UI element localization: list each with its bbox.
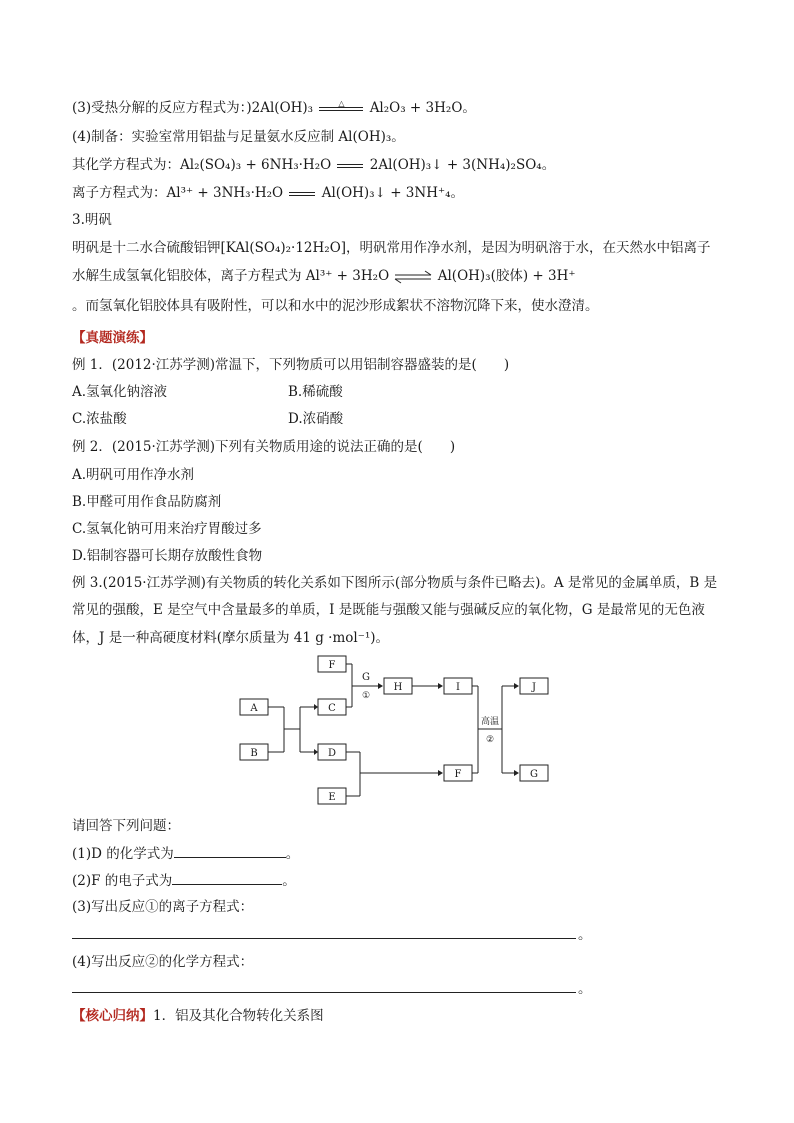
question-3-label: (3)写出反应①的离子方程式：	[72, 899, 254, 915]
alum-line-1: 明矾是十二水合硫酸铝钾[KAl(SO₄)₂·12H₂O]，明矾常用作净水剂，是因为明矾溶于水，在天然水中铝离子	[72, 240, 711, 256]
node-c-label: C	[328, 703, 336, 714]
question-4-end-mark: 。	[578, 981, 592, 997]
reagent-g-label: G	[362, 672, 370, 683]
question-2-label: (2)F 的电子式为	[72, 873, 173, 889]
example-1-option-b: B.稀硫酸	[288, 384, 343, 400]
high-temperature-label: 高温	[480, 717, 500, 727]
node-d-label: D	[327, 748, 337, 759]
chem-prefix: 其化学方程式为：	[72, 157, 180, 173]
example-2-question: 例 2．(2015·江苏学测)下列有关物质用途的说法正确的是( )	[72, 439, 456, 455]
node-g-label: G	[530, 769, 538, 780]
question-2	[72, 870, 296, 891]
chem-lhs: Al₂(SO₄)₃ + 6NH₃·H₂O	[180, 157, 332, 173]
question-2-end-mark: 。	[282, 873, 296, 889]
alum-line-2-prefix: 水解生成氢氧化铝胶体，离子方程式为 Al³⁺ + 3H₂O	[72, 268, 390, 284]
heat-condition: △	[338, 99, 345, 108]
ionic-prefix: 离子方程式为：	[72, 185, 167, 201]
reaction-1-label: ①	[361, 691, 371, 701]
node-a-label: A	[250, 703, 258, 714]
alum-line-3: 。而氢氧化铝胶体具有吸附性，可以和水中的泥沙形成絮状不溶物沉降下来，使水澄清。	[72, 298, 599, 314]
example-1-option-d: D.浓硝酸	[288, 411, 344, 427]
question-4-answer-line[interactable]	[72, 992, 576, 993]
node-e-label: E	[328, 792, 336, 803]
example-3-line-3: 体，J 是一种高硬度材料(摩尔质量为 41 g ·mol⁻¹)。	[72, 630, 390, 646]
example-3-line-1: 例 3.(2015·江苏学测)有关物质的转化关系如下图所示(部分物质与条件已略去)。A 是常见的金属单质，B 是	[72, 575, 718, 591]
example-2-option-b: B.甲醛可用作食品防腐剂	[72, 494, 222, 510]
section3-prefix: (3)受热分解的反应方程式为：)	[72, 100, 252, 116]
node-f-top-label: F	[328, 660, 336, 671]
question-2-answer-blank[interactable]	[172, 870, 282, 885]
example-3-line-2: 常见的强酸，E 是空气中含量最多的单质，I 是既能与强酸又能与强碱反应的氧化物，G 是最常见的无色液	[72, 602, 705, 618]
summary-line	[72, 1006, 324, 1026]
questions-prompt: 请回答下列问题：	[72, 818, 180, 834]
example-2-option-a: A.明矾可用作净水剂	[72, 467, 195, 483]
alum-heading: 3.明矾	[72, 212, 112, 228]
question-1-end-mark: 。	[285, 846, 300, 862]
question-1-label: (1)D 的化学式为	[72, 846, 174, 862]
example-1-question: 例 1．(2012·江苏学测)常温下，下列物质可以用铝制容器盛装的是( )	[72, 357, 510, 373]
example-2-option-d: D.铝制容器可长期存放酸性食物	[72, 548, 263, 564]
question-1-answer-blank[interactable]	[174, 843, 286, 858]
node-h-label: H	[393, 682, 403, 693]
node-j-label: J	[531, 682, 537, 693]
section4-heading: (4)制备：实验室常用铝盐与足量氨水反应制 Al(OH)₃。	[72, 129, 405, 145]
node-b-label: B	[250, 748, 258, 759]
section3-lhs: 2Al(OH)₃	[251, 100, 314, 116]
ionic-lhs: Al³⁺ + 3NH₃·H₂O	[166, 185, 284, 201]
ionic-rhs: Al(OH)₃↓ + 3NH⁺₄。	[321, 185, 465, 201]
example-1-option-c: C.浓盐酸	[72, 411, 127, 427]
practice-tag: 【真题演练】	[72, 330, 153, 346]
alum-line-2-suffix: Al(OH)₃(胶体) + 3H⁺	[437, 268, 576, 284]
example-1-option-a: A.氢氧化钠溶液	[72, 384, 168, 400]
question-3-answer-line[interactable]	[72, 938, 576, 939]
section3-rhs: Al₂O₃ + 3H₂O。	[369, 100, 476, 116]
question-3-end-mark: 。	[578, 927, 592, 943]
question-4-label: (4)写出反应②的化学方程式：	[72, 954, 254, 970]
node-f-bottom-label: F	[454, 769, 462, 780]
chem-rhs: 2Al(OH)₃↓ + 3(NH₄)₂SO₄。	[369, 157, 556, 173]
question-1	[72, 843, 299, 864]
summary-tag: 【核心归纳】	[72, 1008, 153, 1024]
summary-text: 1．铝及其化合物转化关系图	[153, 1008, 324, 1024]
example-2-option-c: C.氢氧化钠可用来治疗胃酸过多	[72, 521, 262, 537]
reaction-2-label: ②	[485, 735, 495, 745]
node-i-label: I	[456, 682, 460, 693]
